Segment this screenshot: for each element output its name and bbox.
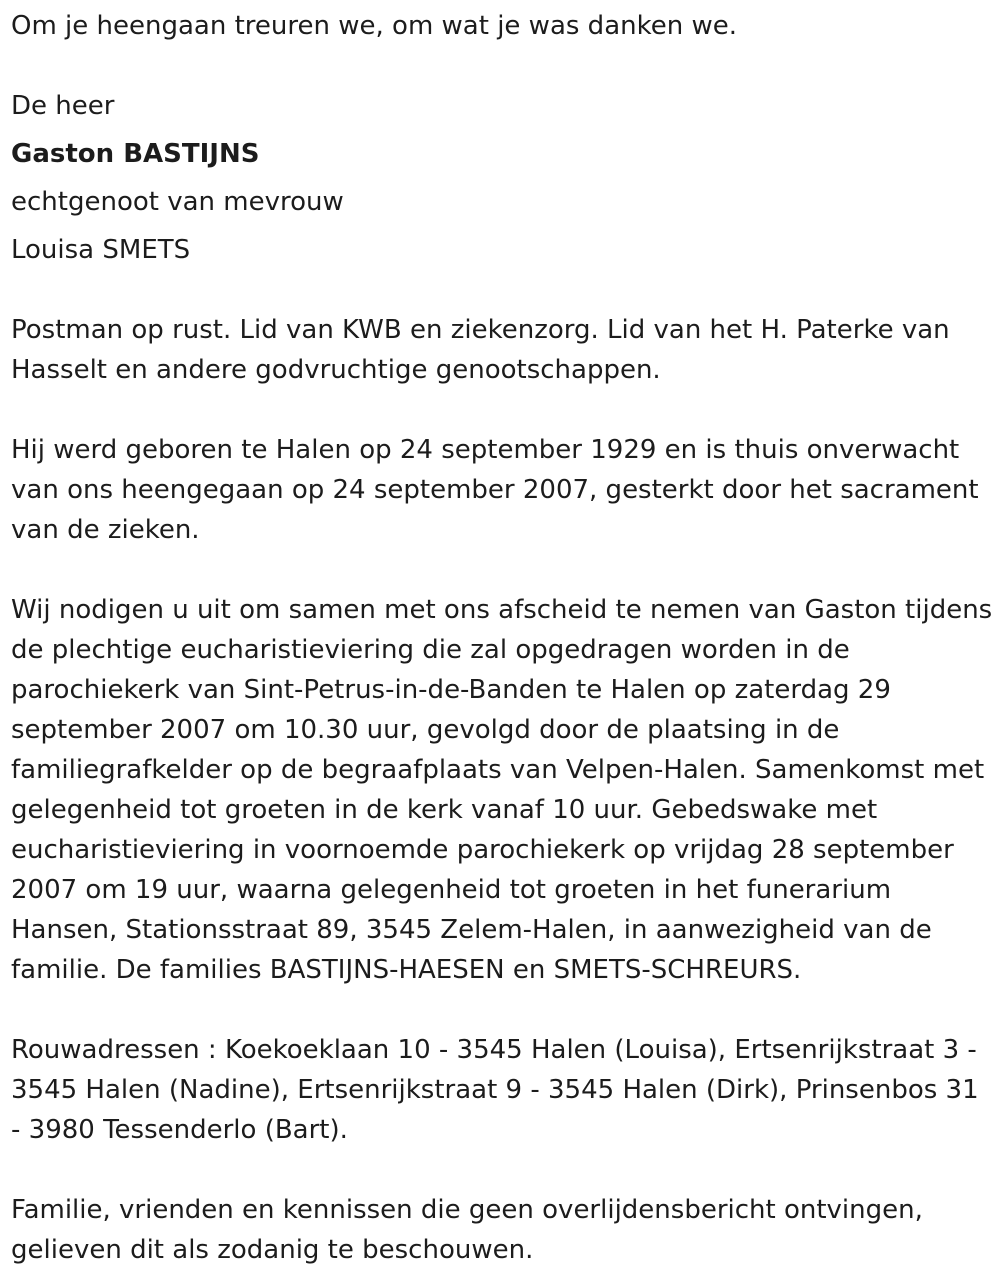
spouse-name: Louisa SMETS — [11, 235, 191, 265]
closing-note-paragraph: Familie, vrienden en kennissen die geen overlijdensbericht ontvingen, gelieven dit als zodanig te beschouwen. — [11, 1195, 923, 1265]
mourning-addresses-paragraph: Rouwadressen : Koekoeklaan 10 - 3545 Halen (Louisa), Ertsenrijkstraat 3 - 3545 Halen (Nadine), Ertsenrijkstraat 9 - 3545 Halen (Dirk), Prinsenbos 31 - 3980 Tessenderlo (Bart). — [11, 1035, 979, 1145]
birth-death-paragraph: Hij werd geboren te Halen op 24 september 1929 en is thuis onverwacht van ons heengegaan op 24 september 2007, gesterkt door het sacrament van de zieken. — [11, 435, 979, 545]
deceased-name: Gaston BASTIJNS — [11, 139, 260, 169]
funeral-details-paragraph: Wij nodigen u uit om samen met ons afscheid te nemen van Gaston tijdens de plechtige eucharistieviering die zal opgedragen worden in de parochiekerk van Sint-Petrus-in-de-Banden te Halen op zaterdag 29 september 2007 om 10.30 uur, gevolgd door de plaatsing in de familiegrafkelder op de begraafplaats van Velpen-Halen. Samenkomst met gelegenheid tot groeten in de kerk vanaf 10 uur. Gebedswake met eucharistieviering in voornoemde parochiekerk op vrijdag 28 september 2007 om 19 uur, waarna gelegenheid tot groeten in het funerarium Hansen, Stationsstraat 89, 3545 Zelem-Halen, in aanwezigheid van de familie. De families BASTIJNS-HAESEN en SMETS-SCHREURS. — [11, 595, 993, 985]
biography-paragraph: Postman op rust. Lid van KWB en ziekenzorg. Lid van het H. Paterke van Hasselt en andere godvruchtige genootschappen. — [11, 315, 950, 385]
opening-line: Om je heengaan treuren we, om wat je was danken we. — [11, 11, 737, 41]
spouse-relation: echtgenoot van mevrouw — [11, 187, 344, 217]
salutation: De heer — [11, 91, 115, 121]
